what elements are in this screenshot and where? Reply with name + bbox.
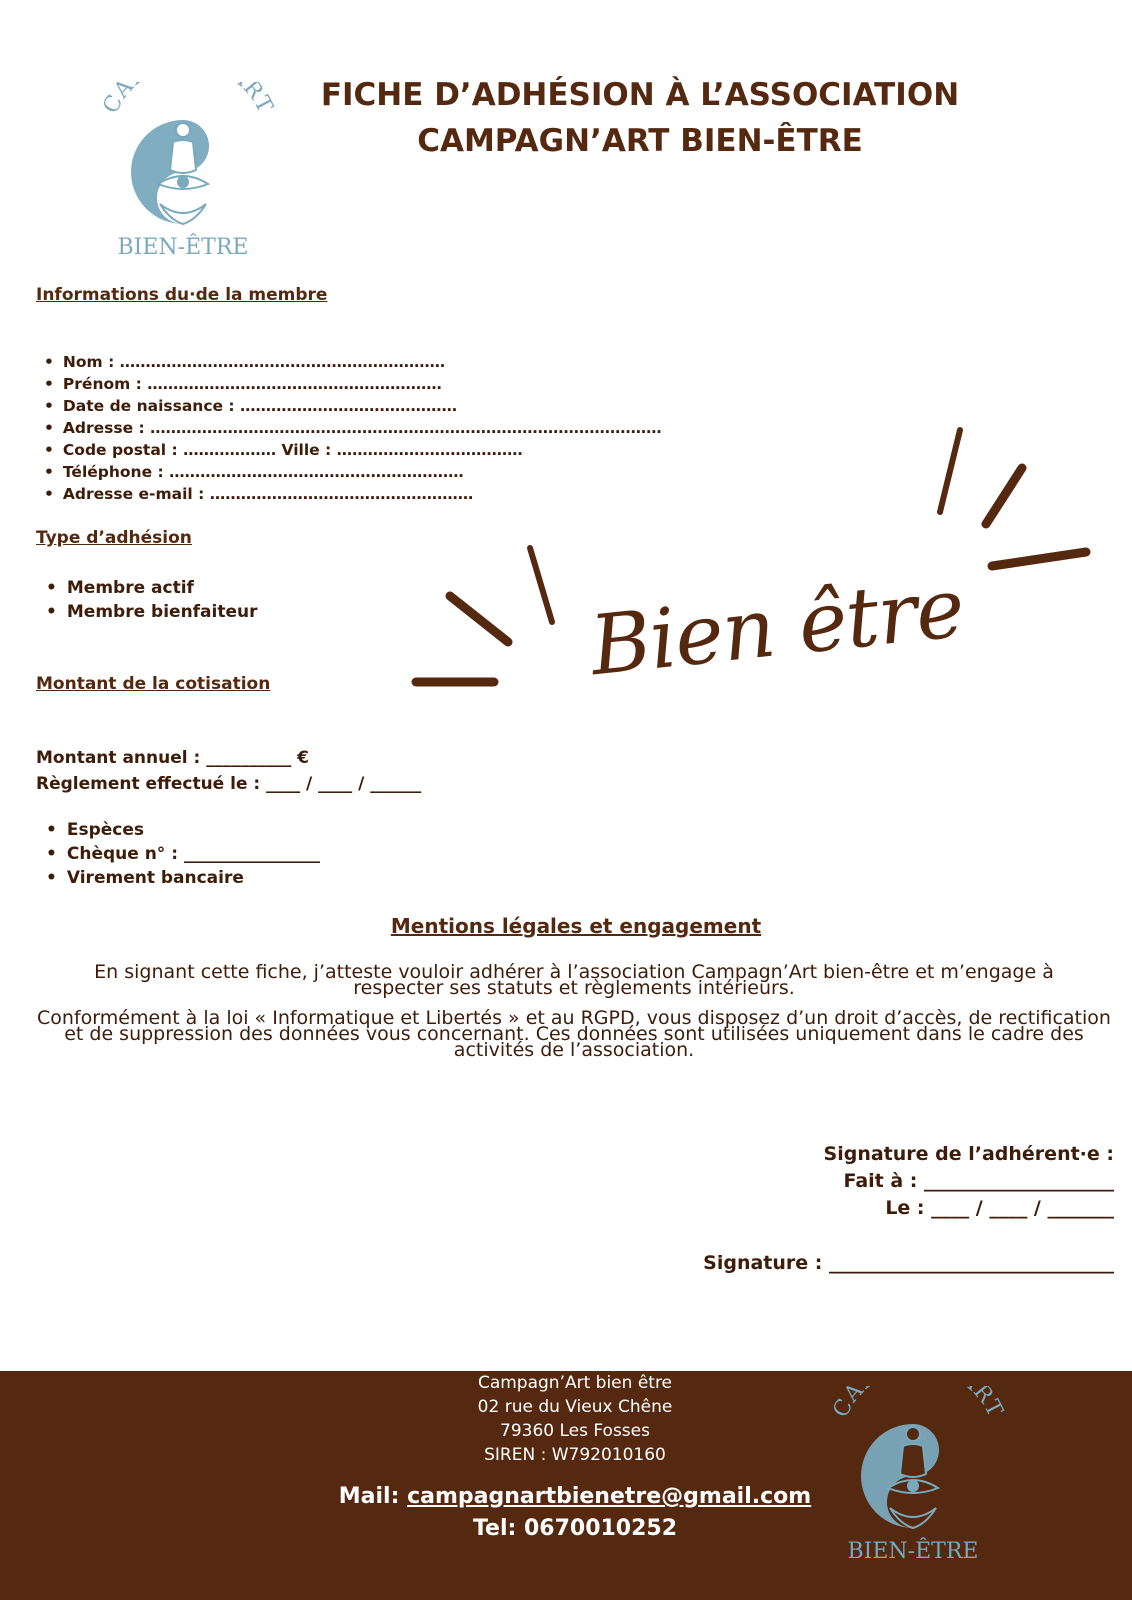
svg-text:CAMPAGN’ART	[98, 82, 277, 118]
footer-address-line: Campagn’Art bien être	[477, 1373, 673, 1393]
legal-heading: Mentions légales et engagement	[390, 914, 762, 938]
logo-bottom-text: BIEN-ÊTRE	[847, 1539, 979, 1564]
meditation-logo-icon	[88, 82, 278, 264]
meditation-logo-icon	[818, 1386, 1008, 1568]
logo-bottom-text: BIEN-ÊTRE	[117, 235, 249, 260]
option-membre-actif: • Membre actif	[46, 576, 258, 600]
field-code-postal-ville: • Code postal : ……………… Ville : ………………………………	[44, 439, 662, 461]
footer-address-line: SIREN : W792010160	[484, 1445, 666, 1465]
signature-line: Signature : ______________________________	[703, 1252, 1114, 1274]
title-line-2: CAMPAGN’ART BIEN-ÊTRE	[417, 123, 863, 159]
signature-date: Le : ____ / ____ / _______	[885, 1197, 1114, 1219]
legal-paragraph-2: Conformément à la loi « Informatique et Libertés » et au RGPD, vous disposez d’un droit d’accès, de rectification et de suppression des données vous concernant. Ces données sont utilisées uniquement dans le cadre des activités de l’association.	[37, 1007, 1111, 1061]
field-adresse: • Adresse : ………………………………………………………………………………………	[44, 417, 662, 439]
field-nom: • Nom : ………………………………………………………	[44, 351, 662, 373]
method-especes: • Espèces	[46, 818, 320, 842]
fee-heading: Montant de la cotisation	[36, 674, 271, 694]
field-prenom: • Prénom : …………………………………………………	[44, 373, 662, 395]
bien-etre-script: Bien être	[586, 560, 969, 695]
field-date-naissance: • Date de naissance : ……………………………………	[44, 395, 662, 417]
footer-address-line: 02 rue du Vieux Chêne	[477, 1397, 673, 1417]
mail-label: Mail:	[338, 1484, 408, 1509]
title-line-1: FICHE D’ADHÉSION À L’ASSOCIATION	[320, 77, 960, 113]
option-membre-bienfaiteur: • Membre bienfaiteur	[46, 600, 258, 624]
annual-amount-line: Montant annuel : __________ €	[36, 748, 309, 768]
legal-paragraph-1: En signant cette fiche, j’atteste vouloir adhérer à l’association Campagn’Art bien-être et m’engage à respecter ses statuts et règlements intérieurs.	[94, 961, 1054, 999]
membership-type-heading: Type d’adhésion	[36, 528, 192, 548]
svg-text:CAMPAGN’ART	[828, 1386, 1007, 1422]
footer-tel: Tel: 0670010252	[472, 1516, 678, 1541]
field-telephone: • Téléphone : …………………………………………………	[44, 461, 662, 483]
signature-heading: Signature de l’adhérent·e :	[823, 1143, 1114, 1165]
payment-methods-list	[46, 818, 320, 890]
logo-top-text: CA RT	[98, 82, 278, 118]
logo-top-text: CA RT	[828, 1386, 1008, 1422]
method-virement: • Virement bancaire	[46, 866, 320, 890]
field-email: • Adresse e-mail : ……………………………………………	[44, 483, 662, 505]
header-logo	[88, 82, 278, 264]
membership-type-list	[46, 576, 258, 624]
footer-logo	[818, 1386, 1008, 1568]
method-cheque: • Chèque n° : ________________	[46, 842, 320, 866]
page-title	[300, 72, 980, 164]
signature-place: Fait à : ____________________	[843, 1170, 1114, 1192]
payment-date-line: Règlement effectué le : ____ / ____ / ______	[36, 774, 422, 794]
member-info-heading: Informations du·de la membre	[36, 285, 328, 305]
footer-address-line: 79360 Les Fosses	[500, 1421, 650, 1441]
mail-link[interactable]: campagnartbienetre@gmail.com	[407, 1484, 812, 1509]
